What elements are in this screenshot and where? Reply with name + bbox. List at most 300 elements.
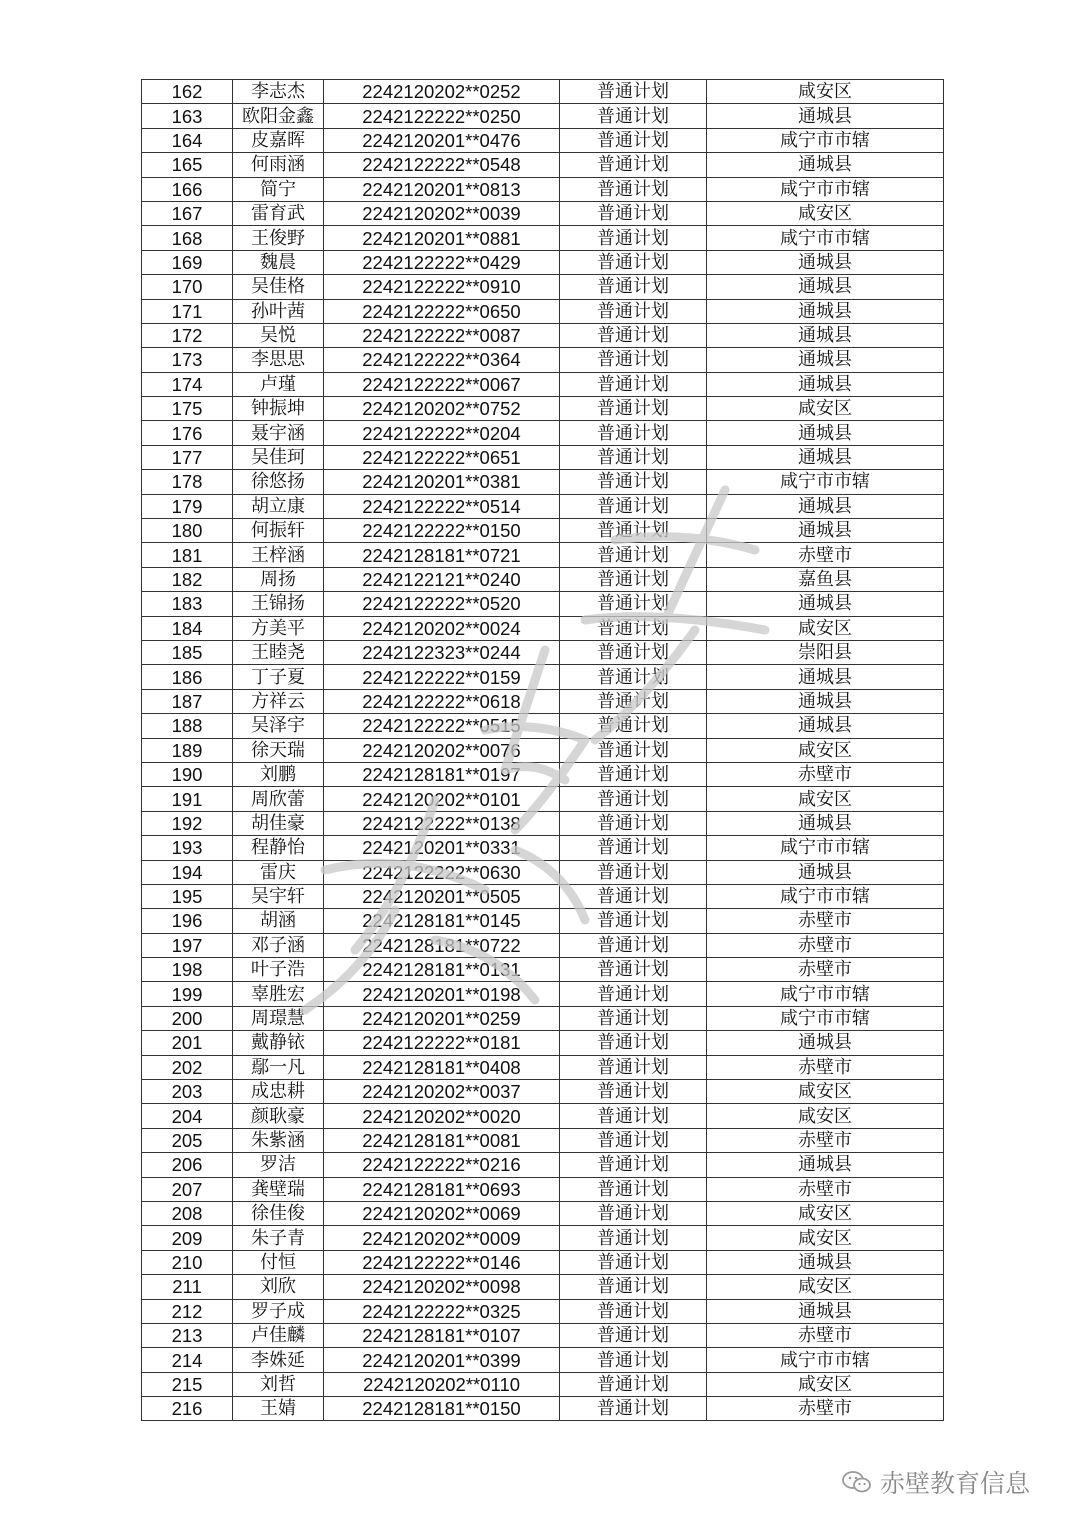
table-row: [142, 1055, 944, 1079]
table-row: [142, 1348, 944, 1372]
student-name-cell: 周璟慧: [233, 1006, 324, 1030]
footer-account-name: 赤壁教育信息: [880, 1469, 1031, 1498]
exam-number-cell: 2242120202**0076: [324, 738, 560, 762]
exam-number-cell: 2242120202**0024: [324, 616, 560, 640]
plan-type-cell: 普通计划: [560, 153, 707, 177]
district-cell: 通城县: [707, 494, 944, 518]
exam-number-cell: 2242122222**0325: [324, 1299, 560, 1323]
student-name-cell: 欧阳金鑫: [233, 104, 324, 128]
student-name-cell: 程静怡: [233, 836, 324, 860]
plan-type-cell: 普通计划: [560, 787, 707, 811]
plan-type-cell: 普通计划: [560, 397, 707, 421]
exam-number-cell: 2242120201**0476: [324, 128, 560, 152]
row-number-cell: 166: [142, 177, 233, 201]
plan-type-cell: 普通计划: [560, 592, 707, 616]
plan-type-cell: 普通计划: [560, 470, 707, 494]
plan-type-cell: 普通计划: [560, 1177, 707, 1201]
plan-type-cell: 普通计划: [560, 275, 707, 299]
row-number-cell: 204: [142, 1104, 233, 1128]
table-row: [142, 397, 944, 421]
exam-number-cell: 2242122222**0651: [324, 445, 560, 469]
district-cell: 通城县: [707, 1250, 944, 1274]
table-row: [142, 1372, 944, 1396]
district-cell: 咸宁市市辖: [707, 128, 944, 152]
plan-type-cell: 普通计划: [560, 421, 707, 445]
student-name-cell: 朱紫涵: [233, 1128, 324, 1152]
table-row: [142, 226, 944, 250]
table-row: [142, 299, 944, 323]
student-name-cell: 聂宇涵: [233, 421, 324, 445]
student-name-cell: 吴泽宇: [233, 714, 324, 738]
row-number-cell: 192: [142, 811, 233, 835]
district-cell: 通城县: [707, 689, 944, 713]
exam-number-cell: 2242120202**0110: [324, 1372, 560, 1396]
district-cell: 通城县: [707, 421, 944, 445]
district-cell: 咸安区: [707, 787, 944, 811]
exam-number-cell: 2242128181**0408: [324, 1055, 560, 1079]
plan-type-cell: 普通计划: [560, 494, 707, 518]
plan-type-cell: 普通计划: [560, 1299, 707, 1323]
table-row: [142, 1299, 944, 1323]
student-name-cell: 简宁: [233, 177, 324, 201]
plan-type-cell: 普通计划: [560, 689, 707, 713]
table-row: [142, 445, 944, 469]
row-number-cell: 177: [142, 445, 233, 469]
student-name-cell: 徐佳俊: [233, 1201, 324, 1225]
row-number-cell: 212: [142, 1299, 233, 1323]
student-name-cell: 邓子涵: [233, 933, 324, 957]
table-row: [142, 1201, 944, 1225]
district-cell: 通城县: [707, 275, 944, 299]
exam-number-cell: 2242122222**0204: [324, 421, 560, 445]
table-row: [142, 592, 944, 616]
table-row: [142, 1323, 944, 1347]
district-cell: 通城县: [707, 323, 944, 347]
student-name-cell: 吴佳格: [233, 275, 324, 299]
table-row: [142, 494, 944, 518]
row-number-cell: 198: [142, 958, 233, 982]
district-cell: 通城县: [707, 445, 944, 469]
district-cell: 通城县: [707, 811, 944, 835]
table-row: [142, 836, 944, 860]
district-cell: 通城县: [707, 1153, 944, 1177]
exam-number-cell: 2242122222**0159: [324, 665, 560, 689]
exam-number-cell: 2242122222**0515: [324, 714, 560, 738]
plan-type-cell: 普通计划: [560, 1080, 707, 1104]
district-cell: 通城县: [707, 250, 944, 274]
row-number-cell: 197: [142, 933, 233, 957]
table-row: [142, 128, 944, 152]
student-name-cell: 雷庆: [233, 860, 324, 884]
exam-number-cell: 2242120202**0069: [324, 1201, 560, 1225]
table-row: [142, 201, 944, 225]
exam-number-cell: 2242120201**0198: [324, 982, 560, 1006]
exam-number-cell: 2242122121**0240: [324, 567, 560, 591]
table-row: [142, 689, 944, 713]
district-cell: 通城县: [707, 665, 944, 689]
student-name-cell: 吴宇轩: [233, 884, 324, 908]
table-row: [142, 1080, 944, 1104]
row-number-cell: 181: [142, 543, 233, 567]
table-row: [142, 738, 944, 762]
plan-type-cell: 普通计划: [560, 1153, 707, 1177]
table-row: [142, 348, 944, 372]
table-row: [142, 1031, 944, 1055]
row-number-cell: 207: [142, 1177, 233, 1201]
student-name-cell: 皮嘉晖: [233, 128, 324, 152]
student-name-cell: 王梓涵: [233, 543, 324, 567]
row-number-cell: 179: [142, 494, 233, 518]
plan-type-cell: 普通计划: [560, 884, 707, 908]
student-name-cell: 戴静铱: [233, 1031, 324, 1055]
row-number-cell: 211: [142, 1275, 233, 1299]
table-row: [142, 958, 944, 982]
district-cell: 赤壁市: [707, 543, 944, 567]
exam-number-cell: 2242120202**0098: [324, 1275, 560, 1299]
district-cell: 赤壁市: [707, 1323, 944, 1347]
district-cell: 咸安区: [707, 397, 944, 421]
district-cell: 咸安区: [707, 1104, 944, 1128]
student-name-cell: 刘鹏: [233, 762, 324, 786]
student-name-cell: 刘欣: [233, 1275, 324, 1299]
exam-number-cell: 2242120201**0259: [324, 1006, 560, 1030]
student-name-cell: 成忠耕: [233, 1080, 324, 1104]
row-number-cell: 208: [142, 1201, 233, 1225]
plan-type-cell: 普通计划: [560, 323, 707, 347]
row-number-cell: 194: [142, 860, 233, 884]
row-number-cell: 187: [142, 689, 233, 713]
student-name-cell: 徐天瑞: [233, 738, 324, 762]
student-name-cell: 丁子夏: [233, 665, 324, 689]
student-name-cell: 方美平: [233, 616, 324, 640]
table-row: [142, 275, 944, 299]
row-number-cell: 189: [142, 738, 233, 762]
plan-type-cell: 普通计划: [560, 543, 707, 567]
plan-type-cell: 普通计划: [560, 1372, 707, 1396]
row-number-cell: 206: [142, 1153, 233, 1177]
district-cell: 咸安区: [707, 201, 944, 225]
table-row: [142, 519, 944, 543]
plan-type-cell: 普通计划: [560, 811, 707, 835]
exam-number-cell: 2242122222**0138: [324, 811, 560, 835]
exam-number-cell: 2242122323**0244: [324, 640, 560, 664]
district-cell: 通城县: [707, 104, 944, 128]
student-name-cell: 罗子成: [233, 1299, 324, 1323]
row-number-cell: 188: [142, 714, 233, 738]
row-number-cell: 195: [142, 884, 233, 908]
plan-type-cell: 普通计划: [560, 201, 707, 225]
district-cell: 咸宁市市辖: [707, 226, 944, 250]
plan-type-cell: 普通计划: [560, 226, 707, 250]
plan-type-cell: 普通计划: [560, 1055, 707, 1079]
plan-type-cell: 普通计划: [560, 640, 707, 664]
student-name-cell: 何振轩: [233, 519, 324, 543]
district-cell: 通城县: [707, 1031, 944, 1055]
wechat-icon: [842, 1470, 872, 1494]
district-cell: 赤壁市: [707, 762, 944, 786]
exam-number-cell: 2242122222**0630: [324, 860, 560, 884]
exam-number-cell: 2242120202**0101: [324, 787, 560, 811]
admission-list-table: [141, 79, 944, 1421]
district-cell: 通城县: [707, 299, 944, 323]
district-cell: 通城县: [707, 714, 944, 738]
exam-number-cell: 2242122222**0429: [324, 250, 560, 274]
table-row: [142, 1177, 944, 1201]
district-cell: 赤壁市: [707, 1055, 944, 1079]
exam-number-cell: 2242122222**0650: [324, 299, 560, 323]
student-name-cell: 雷育武: [233, 201, 324, 225]
plan-type-cell: 普通计划: [560, 738, 707, 762]
plan-type-cell: 普通计划: [560, 299, 707, 323]
plan-type-cell: 普通计划: [560, 567, 707, 591]
district-cell: 咸安区: [707, 616, 944, 640]
district-cell: 咸安区: [707, 1372, 944, 1396]
district-cell: 通城县: [707, 372, 944, 396]
district-cell: 赤壁市: [707, 1397, 944, 1421]
row-number-cell: 168: [142, 226, 233, 250]
student-name-cell: 叶子浩: [233, 958, 324, 982]
plan-type-cell: 普通计划: [560, 372, 707, 396]
exam-number-cell: 2242128181**0722: [324, 933, 560, 957]
plan-type-cell: 普通计划: [560, 762, 707, 786]
row-number-cell: 183: [142, 592, 233, 616]
exam-number-cell: 2242120202**0752: [324, 397, 560, 421]
district-cell: 通城县: [707, 1299, 944, 1323]
plan-type-cell: 普通计划: [560, 933, 707, 957]
table-row: [142, 640, 944, 664]
plan-type-cell: 普通计划: [560, 104, 707, 128]
plan-type-cell: 普通计划: [560, 1128, 707, 1152]
row-number-cell: 180: [142, 519, 233, 543]
plan-type-cell: 普通计划: [560, 1006, 707, 1030]
exam-number-cell: 2242122222**0514: [324, 494, 560, 518]
exam-number-cell: 2242122222**0067: [324, 372, 560, 396]
row-number-cell: 176: [142, 421, 233, 445]
student-name-cell: 方祥云: [233, 689, 324, 713]
row-number-cell: 165: [142, 153, 233, 177]
table-row: [142, 323, 944, 347]
exam-number-cell: 2242122222**0548: [324, 153, 560, 177]
exam-number-cell: 2242128181**0721: [324, 543, 560, 567]
plan-type-cell: 普通计划: [560, 1031, 707, 1055]
student-name-cell: 卢瑾: [233, 372, 324, 396]
exam-number-cell: 2242128181**0131: [324, 958, 560, 982]
plan-type-cell: 普通计划: [560, 1250, 707, 1274]
row-number-cell: 196: [142, 909, 233, 933]
district-cell: 通城县: [707, 519, 944, 543]
district-cell: 通城县: [707, 860, 944, 884]
district-cell: 咸宁市市辖: [707, 982, 944, 1006]
row-number-cell: 170: [142, 275, 233, 299]
student-name-cell: 周扬: [233, 567, 324, 591]
district-cell: 咸安区: [707, 1275, 944, 1299]
district-cell: 咸安区: [707, 738, 944, 762]
table-row: [142, 177, 944, 201]
district-cell: 咸宁市市辖: [707, 836, 944, 860]
student-name-cell: 魏晨: [233, 250, 324, 274]
row-number-cell: 162: [142, 80, 233, 104]
exam-number-cell: 2242120202**0009: [324, 1226, 560, 1250]
row-number-cell: 199: [142, 982, 233, 1006]
student-name-cell: 刘哲: [233, 1372, 324, 1396]
row-number-cell: 202: [142, 1055, 233, 1079]
table-row: [142, 421, 944, 445]
student-name-cell: 吴悦: [233, 323, 324, 347]
row-number-cell: 182: [142, 567, 233, 591]
plan-type-cell: 普通计划: [560, 909, 707, 933]
exam-number-cell: 2242128181**0145: [324, 909, 560, 933]
table-row: [142, 1128, 944, 1152]
row-number-cell: 213: [142, 1323, 233, 1347]
table-row: [142, 372, 944, 396]
district-cell: 通城县: [707, 153, 944, 177]
exam-number-cell: 2242120201**0399: [324, 1348, 560, 1372]
table-row: [142, 1104, 944, 1128]
row-number-cell: 171: [142, 299, 233, 323]
row-number-cell: 175: [142, 397, 233, 421]
row-number-cell: 209: [142, 1226, 233, 1250]
district-cell: 赤壁市: [707, 1177, 944, 1201]
student-name-cell: 胡涵: [233, 909, 324, 933]
student-name-cell: 胡立康: [233, 494, 324, 518]
plan-type-cell: 普通计划: [560, 1348, 707, 1372]
table-row: [142, 1153, 944, 1177]
district-cell: 通城县: [707, 348, 944, 372]
row-number-cell: 193: [142, 836, 233, 860]
district-cell: 咸安区: [707, 1226, 944, 1250]
table-row: [142, 811, 944, 835]
table-row: [142, 153, 944, 177]
row-number-cell: 164: [142, 128, 233, 152]
row-number-cell: 184: [142, 616, 233, 640]
plan-type-cell: 普通计划: [560, 519, 707, 543]
student-name-cell: 王婧: [233, 1397, 324, 1421]
table-row: [142, 884, 944, 908]
plan-type-cell: 普通计划: [560, 445, 707, 469]
table-row: [142, 250, 944, 274]
plan-type-cell: 普通计划: [560, 1397, 707, 1421]
plan-type-cell: 普通计划: [560, 714, 707, 738]
table-row: [142, 1250, 944, 1274]
plan-type-cell: 普通计划: [560, 665, 707, 689]
plan-type-cell: 普通计划: [560, 348, 707, 372]
exam-number-cell: 2242128181**0081: [324, 1128, 560, 1152]
plan-type-cell: 普通计划: [560, 1201, 707, 1225]
district-cell: 赤壁市: [707, 958, 944, 982]
district-cell: 赤壁市: [707, 1128, 944, 1152]
student-name-cell: 罗洁: [233, 1153, 324, 1177]
plan-type-cell: 普通计划: [560, 958, 707, 982]
student-name-cell: 孙叶茜: [233, 299, 324, 323]
exam-number-cell: 2242120201**0381: [324, 470, 560, 494]
plan-type-cell: 普通计划: [560, 1275, 707, 1299]
exam-number-cell: 2242122222**0216: [324, 1153, 560, 1177]
table-row: [142, 665, 944, 689]
row-number-cell: 216: [142, 1397, 233, 1421]
row-number-cell: 205: [142, 1128, 233, 1152]
student-name-cell: 朱子青: [233, 1226, 324, 1250]
row-number-cell: 191: [142, 787, 233, 811]
exam-number-cell: 2242120202**0020: [324, 1104, 560, 1128]
student-name-cell: 李姝延: [233, 1348, 324, 1372]
student-name-cell: 李志杰: [233, 80, 324, 104]
exam-number-cell: 2242128181**0693: [324, 1177, 560, 1201]
district-cell: 赤壁市: [707, 909, 944, 933]
plan-type-cell: 普通计划: [560, 982, 707, 1006]
student-name-cell: 龚壁瑞: [233, 1177, 324, 1201]
plan-type-cell: 普通计划: [560, 860, 707, 884]
table-row: [142, 1397, 944, 1421]
plan-type-cell: 普通计划: [560, 250, 707, 274]
district-cell: 崇阳县: [707, 640, 944, 664]
row-number-cell: 174: [142, 372, 233, 396]
table-row: [142, 104, 944, 128]
plan-type-cell: 普通计划: [560, 1323, 707, 1347]
table-row: [142, 1006, 944, 1030]
exam-number-cell: 2242122222**0910: [324, 275, 560, 299]
row-number-cell: 190: [142, 762, 233, 786]
student-name-cell: 鄢一凡: [233, 1055, 324, 1079]
district-cell: 咸宁市市辖: [707, 470, 944, 494]
exam-number-cell: 2242120201**0881: [324, 226, 560, 250]
plan-type-cell: 普通计划: [560, 1104, 707, 1128]
exam-number-cell: 2242128181**0197: [324, 762, 560, 786]
row-number-cell: 178: [142, 470, 233, 494]
district-cell: 咸宁市市辖: [707, 1348, 944, 1372]
row-number-cell: 214: [142, 1348, 233, 1372]
row-number-cell: 167: [142, 201, 233, 225]
student-name-cell: 吴佳珂: [233, 445, 324, 469]
district-cell: 咸安区: [707, 1080, 944, 1104]
row-number-cell: 215: [142, 1372, 233, 1396]
student-name-cell: 周欣蕾: [233, 787, 324, 811]
district-cell: 咸宁市市辖: [707, 1006, 944, 1030]
row-number-cell: 210: [142, 1250, 233, 1274]
footer-account: [842, 1462, 1030, 1502]
row-number-cell: 200: [142, 1006, 233, 1030]
row-number-cell: 201: [142, 1031, 233, 1055]
exam-number-cell: 2242122222**0364: [324, 348, 560, 372]
district-cell: 咸宁市市辖: [707, 177, 944, 201]
table-row: [142, 470, 944, 494]
table-row: [142, 787, 944, 811]
student-name-cell: 胡佳豪: [233, 811, 324, 835]
exam-number-cell: 2242122222**0520: [324, 592, 560, 616]
plan-type-cell: 普通计划: [560, 177, 707, 201]
student-name-cell: 何雨涵: [233, 153, 324, 177]
exam-number-cell: 2242122222**0181: [324, 1031, 560, 1055]
plan-type-cell: 普通计划: [560, 80, 707, 104]
row-number-cell: 173: [142, 348, 233, 372]
row-number-cell: 169: [142, 250, 233, 274]
row-number-cell: 172: [142, 323, 233, 347]
district-cell: 赤壁市: [707, 933, 944, 957]
exam-number-cell: 2242128181**0107: [324, 1323, 560, 1347]
district-cell: 咸宁市市辖: [707, 884, 944, 908]
exam-number-cell: 2242128181**0150: [324, 1397, 560, 1421]
student-name-cell: 付恒: [233, 1250, 324, 1274]
student-name-cell: 颜耿豪: [233, 1104, 324, 1128]
district-cell: 咸安区: [707, 80, 944, 104]
exam-number-cell: 2242122222**0618: [324, 689, 560, 713]
row-number-cell: 185: [142, 640, 233, 664]
student-name-cell: 钟振坤: [233, 397, 324, 421]
exam-number-cell: 2242120202**0037: [324, 1080, 560, 1104]
plan-type-cell: 普通计划: [560, 616, 707, 640]
district-cell: 嘉鱼县: [707, 567, 944, 591]
exam-number-cell: 2242122222**0150: [324, 519, 560, 543]
table-row: [142, 1275, 944, 1299]
